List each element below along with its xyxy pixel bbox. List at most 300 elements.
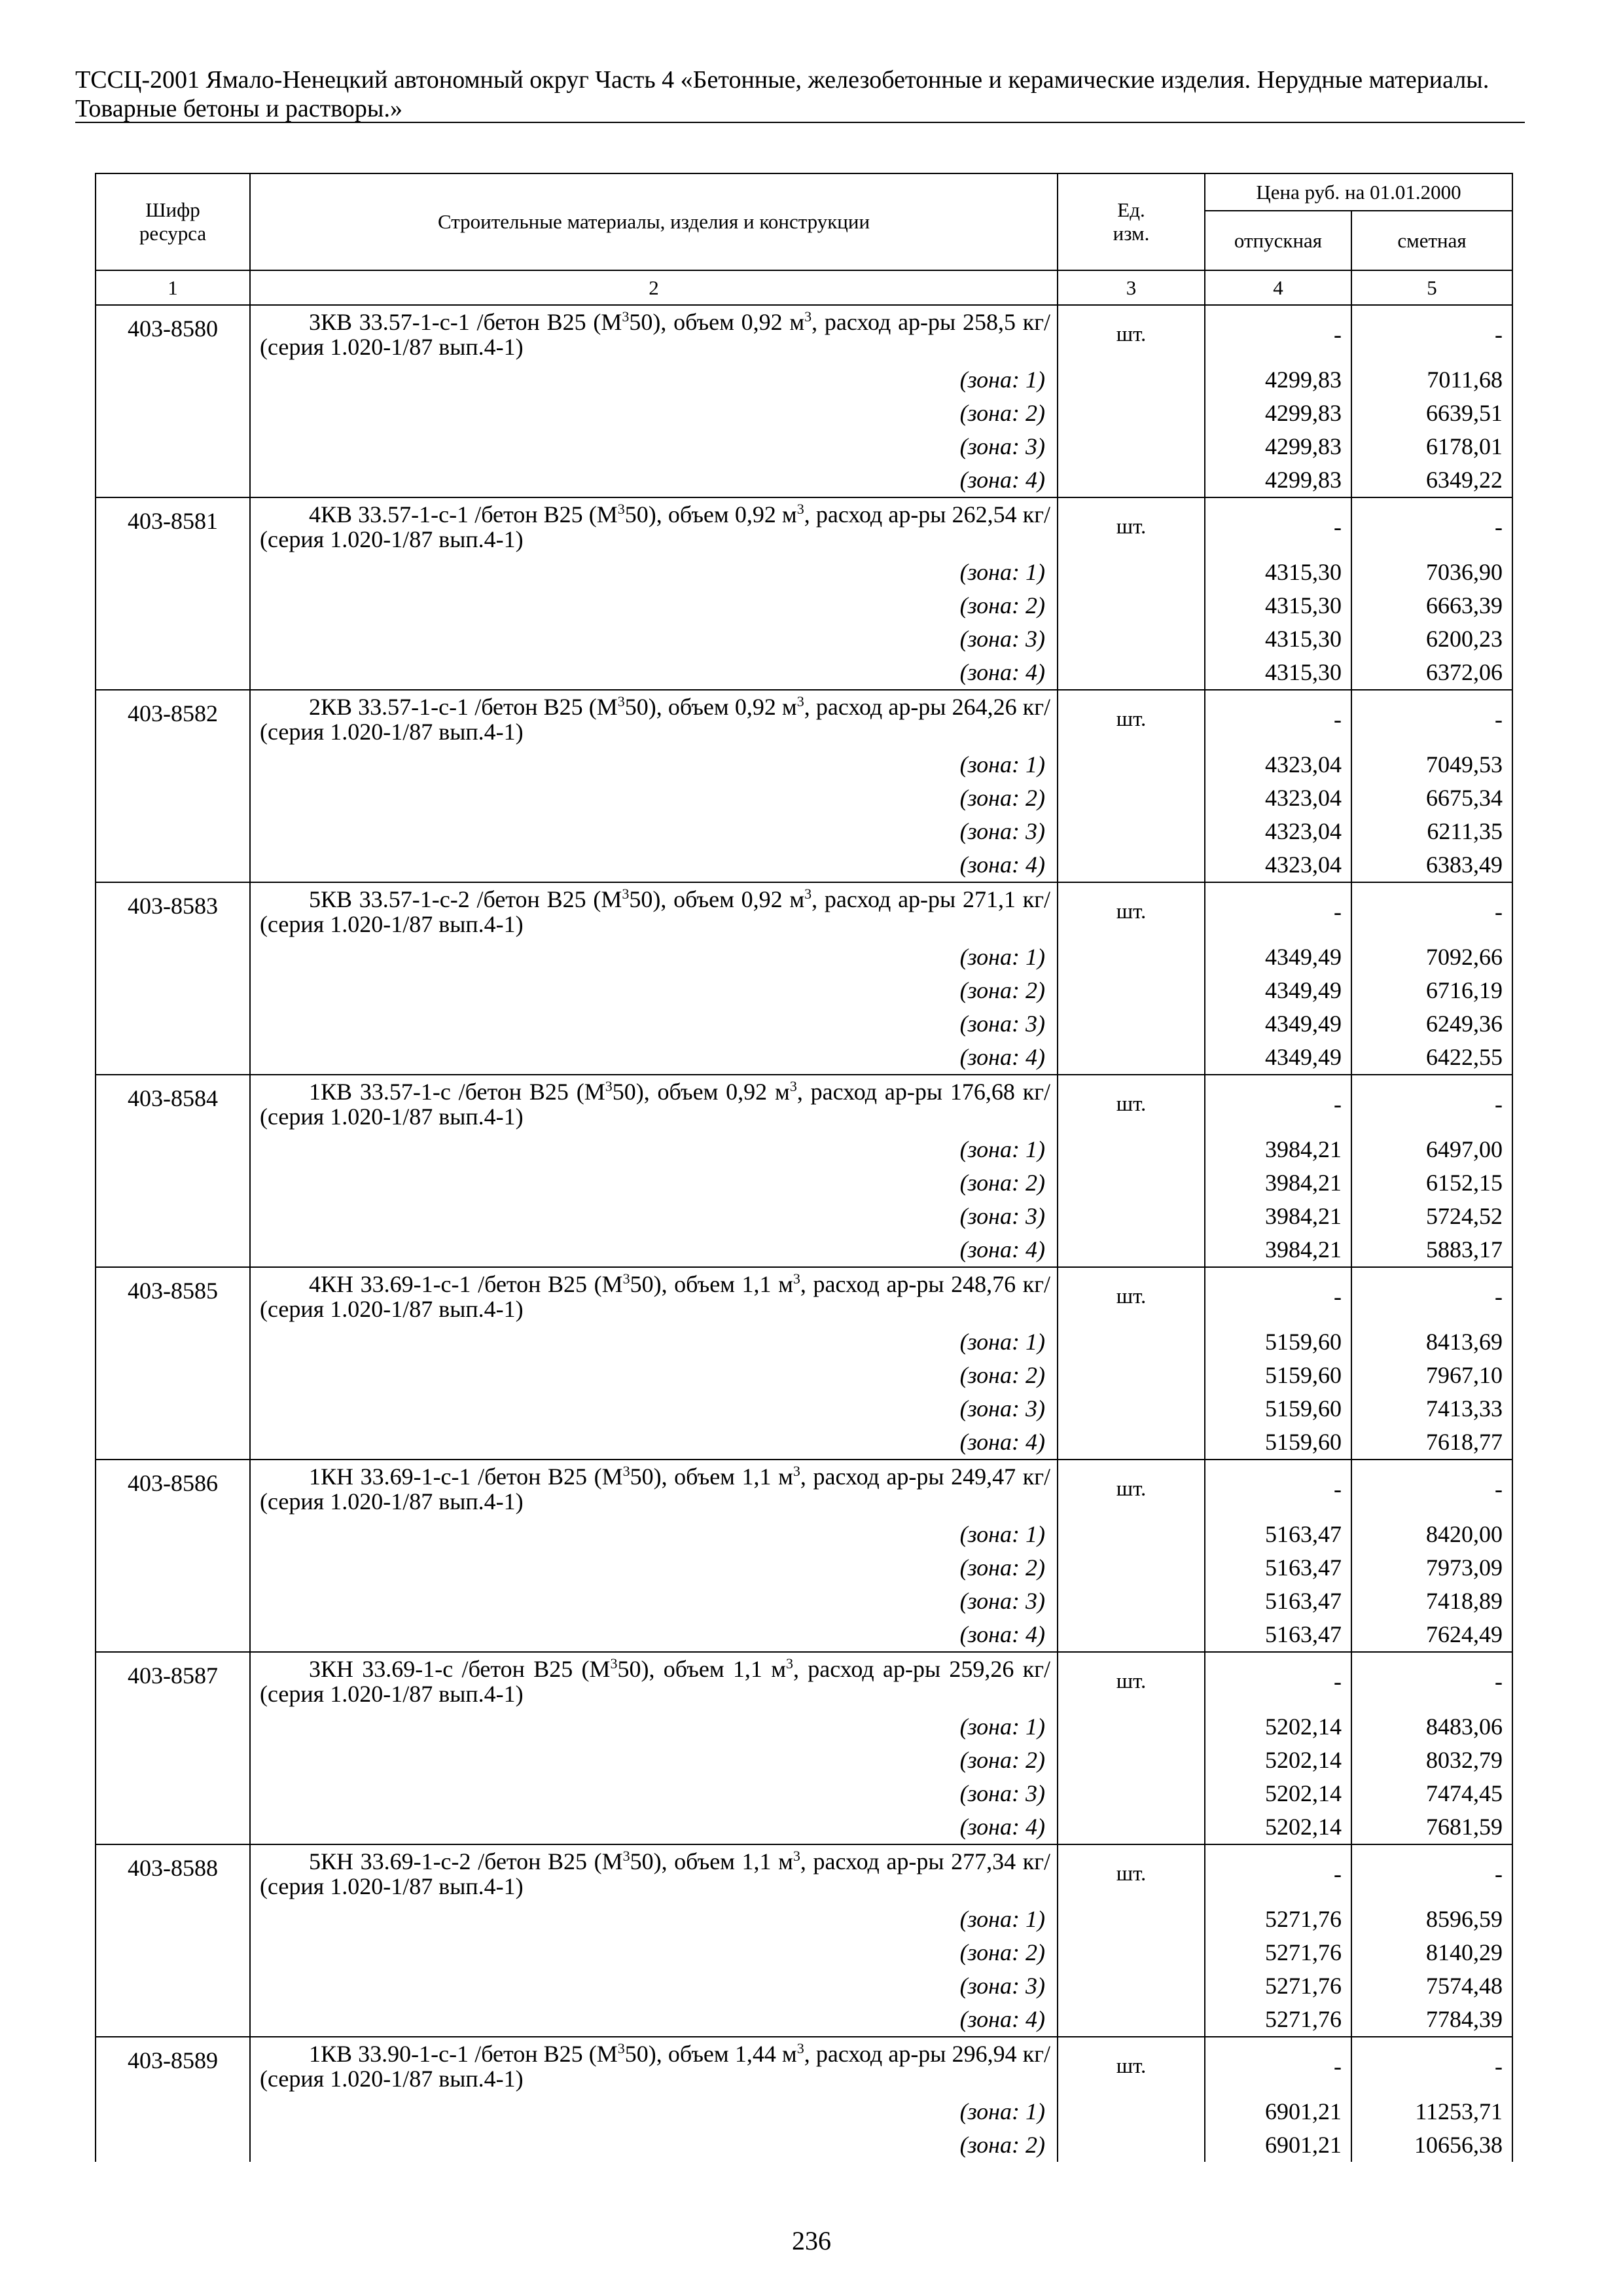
zone-label: (зона: 3) [250, 622, 1058, 656]
zone-row [96, 1007, 1512, 1041]
zone-row [96, 556, 1512, 589]
table-row [96, 305, 1512, 363]
unit-empty [1058, 1359, 1205, 1392]
unit-empty [1058, 1936, 1205, 1969]
zone-label: (зона: 2) [250, 1744, 1058, 1777]
description-part: , расход ар-ры 271,1 кг/ (серия 1.020-1/87 вып.4-1) [260, 886, 1050, 937]
resource-code: 403-8585 [96, 1267, 250, 1460]
description-part: 50), объем 1,1 м [630, 1463, 793, 1490]
unit-empty [1058, 1618, 1205, 1652]
unit-empty [1058, 397, 1205, 430]
zone-row [96, 463, 1512, 497]
release-price: - [1205, 2037, 1351, 2095]
estimate-price: - [1351, 1460, 1512, 1518]
unit-of-measure: шт. [1058, 305, 1205, 363]
estimate-price: 6372,06 [1351, 656, 1512, 690]
estimate-price: 7624,49 [1351, 1618, 1512, 1652]
material-description [250, 305, 1058, 363]
zone-row [96, 1518, 1512, 1551]
zone-label: (зона: 3) [250, 1392, 1058, 1426]
release-price: 5159,60 [1205, 1392, 1351, 1426]
estimate-price: 7036,90 [1351, 556, 1512, 589]
table-row [96, 1460, 1512, 1518]
unit-empty [1058, 363, 1205, 397]
zone-row [96, 1325, 1512, 1359]
zone-row [96, 397, 1512, 430]
estimate-price: 8483,06 [1351, 1710, 1512, 1744]
zone-label: (зона: 1) [250, 1710, 1058, 1744]
estimate-price: 6178,01 [1351, 430, 1512, 463]
superscript-3: 3 [622, 886, 630, 902]
resource-code: 403-8587 [96, 1652, 250, 1844]
col-header-price: Цена руб. на 01.01.2000 [1205, 173, 1512, 211]
zone-row [96, 2095, 1512, 2128]
table-row [96, 1267, 1512, 1325]
unit-empty [1058, 1325, 1205, 1359]
zone-row [96, 848, 1512, 882]
estimate-price: 6422,55 [1351, 1041, 1512, 1075]
table-row [96, 1075, 1512, 1133]
description-part: 50), объем 0,92 м [629, 886, 805, 912]
estimate-price: 11253,71 [1351, 2095, 1512, 2128]
zone-label: (зона: 3) [250, 430, 1058, 463]
table-row [96, 497, 1512, 556]
estimate-price: 7681,59 [1351, 1810, 1512, 1844]
description-part: , расход ар-ры 248,76 кг/ (серия 1.020-1/87 вып.4-1) [260, 1271, 1050, 1322]
zone-label: (зона: 2) [250, 1359, 1058, 1392]
zone-row [96, 941, 1512, 974]
material-description [250, 882, 1058, 941]
table-row [96, 2037, 1512, 2095]
unit-empty [1058, 1233, 1205, 1267]
unit-empty [1058, 815, 1205, 848]
unit-empty [1058, 1810, 1205, 1844]
col-number-3: 3 [1058, 270, 1205, 305]
resource-code: 403-8582 [96, 690, 250, 882]
unit-empty [1058, 1551, 1205, 1585]
description-part: 1КН 33.69-1-с-1 /бетон В25 (М [309, 1463, 623, 1490]
estimate-price: 6663,39 [1351, 589, 1512, 622]
release-price: - [1205, 690, 1351, 748]
unit-empty [1058, 2095, 1205, 2128]
release-price: 5202,14 [1205, 1744, 1351, 1777]
unit-of-measure: шт. [1058, 1652, 1205, 1710]
zone-label: (зона: 1) [250, 363, 1058, 397]
zone-label: (зона: 1) [250, 1518, 1058, 1551]
unit-empty [1058, 1969, 1205, 2003]
unit-empty [1058, 848, 1205, 882]
zone-label: (зона: 4) [250, 1426, 1058, 1460]
zone-row [96, 589, 1512, 622]
zone-label: (зона: 4) [250, 1618, 1058, 1652]
release-price: 5163,47 [1205, 1585, 1351, 1618]
release-price: 3984,21 [1205, 1133, 1351, 1166]
page-number: 236 [792, 2226, 831, 2255]
unit-of-measure: шт. [1058, 497, 1205, 556]
release-price: - [1205, 1652, 1351, 1710]
zone-row [96, 1810, 1512, 1844]
estimate-price: 7784,39 [1351, 2003, 1512, 2037]
zone-label: (зона: 2) [250, 1551, 1058, 1585]
description-part: , расход ар-ры 258,5 кг/ (серия 1.020-1/87 вып.4-1) [260, 309, 1050, 360]
description-part: 50), объем 1,1 м [630, 1271, 793, 1297]
release-price: 3984,21 [1205, 1233, 1351, 1267]
superscript-3: 3 [796, 501, 804, 517]
release-price: 4315,30 [1205, 656, 1351, 690]
superscript-3: 3 [796, 693, 804, 709]
estimate-price: 7418,89 [1351, 1585, 1512, 1618]
zone-row [96, 656, 1512, 690]
unit-empty [1058, 430, 1205, 463]
zone-label: (зона: 2) [250, 974, 1058, 1007]
release-price: 5159,60 [1205, 1359, 1351, 1392]
unit-empty [1058, 1200, 1205, 1233]
zone-label: (зона: 1) [250, 1903, 1058, 1936]
resource-code: 403-8584 [96, 1075, 250, 1267]
zone-label: (зона: 4) [250, 1041, 1058, 1075]
description-part: , расход ар-ры 264,26 кг/ (серия 1.020-1/87 вып.4-1) [260, 694, 1050, 745]
zone-row [96, 1392, 1512, 1426]
unit-empty [1058, 781, 1205, 815]
estimate-price: 6639,51 [1351, 397, 1512, 430]
release-price: 4315,30 [1205, 622, 1351, 656]
estimate-price: - [1351, 1652, 1512, 1710]
description-part: 50), объем 0,92 м [612, 1079, 790, 1105]
estimate-price: 7092,66 [1351, 941, 1512, 974]
table-row [96, 690, 1512, 748]
unit-empty [1058, 1518, 1205, 1551]
zone-row [96, 781, 1512, 815]
estimate-price: 6497,00 [1351, 1133, 1512, 1166]
superscript-3: 3 [793, 1848, 800, 1864]
description-part: 4КН 33.69-1-с-1 /бетон В25 (М [309, 1271, 623, 1297]
estimate-price: - [1351, 1844, 1512, 1903]
description-part: 50), объем 0,92 м [629, 309, 805, 335]
zone-row [96, 1903, 1512, 1936]
zone-label: (зона: 1) [250, 556, 1058, 589]
zone-label: (зона: 3) [250, 1777, 1058, 1810]
unit-empty [1058, 2003, 1205, 2037]
estimate-price: 6349,22 [1351, 463, 1512, 497]
zone-row [96, 1744, 1512, 1777]
estimate-price: - [1351, 1075, 1512, 1133]
unit-empty [1058, 656, 1205, 690]
release-price: 3984,21 [1205, 1166, 1351, 1200]
estimate-price: 6200,23 [1351, 622, 1512, 656]
resource-code: 403-8586 [96, 1460, 250, 1652]
unit-empty [1058, 556, 1205, 589]
header-line-1: ТССЦ-2001 Ямало-Ненецкий автономный округ Часть 4 «Бетонные, железобетонные и керамические изделия. Нерудные материалы. [75, 66, 1489, 94]
estimate-price: - [1351, 882, 1512, 941]
col-number-1: 1 [96, 270, 250, 305]
zone-row [96, 1585, 1512, 1618]
zone-label: (зона: 1) [250, 2095, 1058, 2128]
material-description [250, 2037, 1058, 2095]
estimate-price: 7967,10 [1351, 1359, 1512, 1392]
release-price: 3984,21 [1205, 1200, 1351, 1233]
zone-row [96, 1041, 1512, 1075]
release-price: 6901,21 [1205, 2128, 1351, 2162]
estimate-price: 6152,15 [1351, 1166, 1512, 1200]
description-part: , расход ар-ры 296,94 кг/ (серия 1.020-1/87 вып.4-1) [260, 2041, 1050, 2092]
superscript-3: 3 [622, 308, 630, 325]
zone-label: (зона: 1) [250, 1325, 1058, 1359]
col-number-5: 5 [1351, 270, 1512, 305]
zone-row [96, 1426, 1512, 1460]
release-price: 5163,47 [1205, 1618, 1351, 1652]
estimate-price: 8420,00 [1351, 1518, 1512, 1551]
zone-label: (зона: 4) [250, 656, 1058, 690]
zone-row [96, 1777, 1512, 1810]
zone-row [96, 1166, 1512, 1200]
material-description [250, 1075, 1058, 1133]
description-part: 5КВ 33.57-1-с-2 /бетон В25 (М [309, 886, 622, 912]
unit-of-measure: шт. [1058, 2037, 1205, 2095]
description-part: 2КВ 33.57-1-с-1 /бетон В25 (М [309, 694, 618, 720]
unit-empty [1058, 1007, 1205, 1041]
unit-empty [1058, 1903, 1205, 1936]
release-price: 5163,47 [1205, 1551, 1351, 1585]
superscript-3: 3 [789, 1078, 797, 1094]
superscript-3: 3 [622, 1848, 630, 1864]
release-price: 4299,83 [1205, 430, 1351, 463]
col-number-2: 2 [250, 270, 1058, 305]
estimate-price: 7474,45 [1351, 1777, 1512, 1810]
release-price: 4349,49 [1205, 1041, 1351, 1075]
zone-label: (зона: 3) [250, 1007, 1058, 1041]
release-price: 4349,49 [1205, 1007, 1351, 1041]
resource-code: 403-8581 [96, 497, 250, 690]
zone-row [96, 622, 1512, 656]
superscript-3: 3 [785, 1655, 793, 1672]
superscript-3: 3 [617, 693, 625, 709]
table-body [96, 305, 1512, 2162]
release-price: - [1205, 305, 1351, 363]
unit-of-measure: шт. [1058, 1075, 1205, 1133]
release-price: - [1205, 497, 1351, 556]
release-price: 6901,21 [1205, 2095, 1351, 2128]
zone-label: (зона: 1) [250, 941, 1058, 974]
description-part: 50), объем 1,44 м [624, 2041, 797, 2067]
zone-label: (зона: 4) [250, 1233, 1058, 1267]
unit-empty [1058, 1426, 1205, 1460]
document-header [75, 65, 1525, 123]
superscript-3: 3 [804, 308, 812, 325]
description-part: 5КН 33.69-1-с-2 /бетон В25 (М [309, 1848, 623, 1874]
release-price: 5202,14 [1205, 1777, 1351, 1810]
unit-of-measure: шт. [1058, 1267, 1205, 1325]
zone-label: (зона: 3) [250, 1969, 1058, 2003]
estimate-price: 7413,33 [1351, 1392, 1512, 1426]
release-price: 4323,04 [1205, 848, 1351, 882]
zone-label: (зона: 2) [250, 1936, 1058, 1969]
superscript-3: 3 [622, 1463, 630, 1479]
estimate-price: 8140,29 [1351, 1936, 1512, 1969]
estimate-price: 6249,36 [1351, 1007, 1512, 1041]
description-part: , расход ар-ры 277,34 кг/ (серия 1.020-1/87 вып.4-1) [260, 1848, 1050, 1899]
unit-empty [1058, 1710, 1205, 1744]
unit-empty [1058, 1392, 1205, 1426]
table-row [96, 882, 1512, 941]
col-header-release: отпускная [1205, 211, 1351, 270]
zone-row [96, 2128, 1512, 2162]
zone-row [96, 1359, 1512, 1392]
unit-of-measure: шт. [1058, 690, 1205, 748]
release-price: 4299,83 [1205, 363, 1351, 397]
material-description [250, 690, 1058, 748]
unit-empty [1058, 1041, 1205, 1075]
superscript-3: 3 [793, 1463, 800, 1479]
resource-code: 403-8583 [96, 882, 250, 1075]
release-price: - [1205, 1844, 1351, 1903]
table-row [96, 1652, 1512, 1710]
col-header-code: Шифр ресурса [96, 173, 250, 270]
release-price: 5159,60 [1205, 1325, 1351, 1359]
release-price: 4315,30 [1205, 589, 1351, 622]
zone-label: (зона: 2) [250, 589, 1058, 622]
release-price: 4299,83 [1205, 463, 1351, 497]
release-price: - [1205, 1267, 1351, 1325]
estimate-price: - [1351, 305, 1512, 363]
zone-row [96, 1618, 1512, 1652]
col-number-4: 4 [1205, 270, 1351, 305]
estimate-price: - [1351, 2037, 1512, 2095]
zone-label: (зона: 4) [250, 2003, 1058, 2037]
unit-empty [1058, 1585, 1205, 1618]
unit-empty [1058, 1744, 1205, 1777]
description-part: , расход ар-ры 176,68 кг/ (серия 1.020-1/87 вып.4-1) [260, 1079, 1050, 1130]
resource-code: 403-8588 [96, 1844, 250, 2037]
zone-row [96, 1936, 1512, 1969]
estimate-price: 5883,17 [1351, 1233, 1512, 1267]
release-price: 5159,60 [1205, 1426, 1351, 1460]
superscript-3: 3 [622, 1270, 630, 1287]
unit-empty [1058, 589, 1205, 622]
unit-empty [1058, 622, 1205, 656]
estimate-price: 7618,77 [1351, 1426, 1512, 1460]
description-part: , расход ар-ры 262,54 кг/ (серия 1.020-1/87 вып.4-1) [260, 501, 1050, 552]
estimate-price: 6716,19 [1351, 974, 1512, 1007]
estimate-price: 6675,34 [1351, 781, 1512, 815]
zone-label: (зона: 2) [250, 2128, 1058, 2162]
release-price: 5202,14 [1205, 1810, 1351, 1844]
release-price: 5271,76 [1205, 1936, 1351, 1969]
superscript-3: 3 [796, 2040, 804, 2056]
zone-label: (зона: 2) [250, 397, 1058, 430]
estimate-price: 10656,38 [1351, 2128, 1512, 2162]
unit-empty [1058, 1166, 1205, 1200]
release-price: 4349,49 [1205, 941, 1351, 974]
release-price: - [1205, 1075, 1351, 1133]
zone-row [96, 430, 1512, 463]
superscript-3: 3 [804, 886, 812, 902]
release-price: 5202,14 [1205, 1710, 1351, 1744]
superscript-3: 3 [793, 1270, 800, 1287]
description-part: 3КН 33.69-1-с /бетон В25 (М [309, 1656, 611, 1682]
zone-row [96, 1233, 1512, 1267]
unit-of-measure: шт. [1058, 882, 1205, 941]
zone-label: (зона: 3) [250, 1200, 1058, 1233]
estimate-price: - [1351, 1267, 1512, 1325]
material-description [250, 1267, 1058, 1325]
table-head [96, 173, 1512, 305]
description-part: 50), объем 1,1 м [617, 1656, 786, 1682]
zone-label: (зона: 4) [250, 463, 1058, 497]
estimate-price: 7011,68 [1351, 363, 1512, 397]
description-part: 1КВ 33.57-1-с /бетон В25 (М [309, 1079, 605, 1105]
superscript-3: 3 [605, 1078, 613, 1094]
zone-label: (зона: 4) [250, 848, 1058, 882]
material-description [250, 1460, 1058, 1518]
zone-row [96, 1710, 1512, 1744]
release-price: - [1205, 882, 1351, 941]
unit-empty [1058, 974, 1205, 1007]
estimate-price: 7574,48 [1351, 1969, 1512, 2003]
zone-label: (зона: 3) [250, 1585, 1058, 1618]
resource-code: 403-8580 [96, 305, 250, 497]
estimate-price: 6211,35 [1351, 815, 1512, 848]
zone-row [96, 1969, 1512, 2003]
release-price: 5271,76 [1205, 2003, 1351, 2037]
description-part: , расход ар-ры 249,47 кг/ (серия 1.020-1/87 вып.4-1) [260, 1463, 1050, 1515]
header-rule [75, 122, 1525, 123]
zone-row [96, 815, 1512, 848]
description-part: 3КВ 33.57-1-с-1 /бетон В25 (М [309, 309, 622, 335]
release-price: 4323,04 [1205, 781, 1351, 815]
estimate-price: 8596,59 [1351, 1903, 1512, 1936]
col-header-unit: Ед. изм. [1058, 173, 1205, 270]
zone-row [96, 1200, 1512, 1233]
zone-label: (зона: 4) [250, 1810, 1058, 1844]
release-price: 4299,83 [1205, 397, 1351, 430]
price-table [95, 173, 1513, 2162]
description-part: 1КВ 33.90-1-с-1 /бетон В25 (М [309, 2041, 618, 2067]
superscript-3: 3 [610, 1655, 618, 1672]
zone-label: (зона: 1) [250, 748, 1058, 781]
zone-row [96, 2003, 1512, 2037]
superscript-3: 3 [617, 2040, 625, 2056]
release-price: 4315,30 [1205, 556, 1351, 589]
release-price: - [1205, 1460, 1351, 1518]
unit-empty [1058, 748, 1205, 781]
estimate-price: - [1351, 497, 1512, 556]
estimate-price: 7049,53 [1351, 748, 1512, 781]
col-header-estimate: сметная [1351, 211, 1512, 270]
table-row [96, 1844, 1512, 1903]
unit-empty [1058, 941, 1205, 974]
zone-row [96, 363, 1512, 397]
zone-row [96, 1551, 1512, 1585]
estimate-price: 5724,52 [1351, 1200, 1512, 1233]
zone-label: (зона: 2) [250, 1166, 1058, 1200]
release-price: 5271,76 [1205, 1903, 1351, 1936]
header-line-2: Товарные бетоны и растворы.» [75, 95, 402, 122]
description-part: 50), объем 1,1 м [630, 1848, 793, 1874]
release-price: 4323,04 [1205, 748, 1351, 781]
superscript-3: 3 [617, 501, 625, 517]
resource-code: 403-8589 [96, 2037, 250, 2162]
description-part: , расход ар-ры 259,26 кг/ (серия 1.020-1/87 вып.4-1) [260, 1656, 1050, 1707]
estimate-price: 7973,09 [1351, 1551, 1512, 1585]
description-part: 4КВ 33.57-1-с-1 /бетон В25 (М [309, 501, 618, 528]
estimate-price: 6383,49 [1351, 848, 1512, 882]
release-price: 4323,04 [1205, 815, 1351, 848]
material-description [250, 1652, 1058, 1710]
zone-label: (зона: 3) [250, 815, 1058, 848]
unit-of-measure: шт. [1058, 1844, 1205, 1903]
release-price: 5163,47 [1205, 1518, 1351, 1551]
estimate-price: 8032,79 [1351, 1744, 1512, 1777]
